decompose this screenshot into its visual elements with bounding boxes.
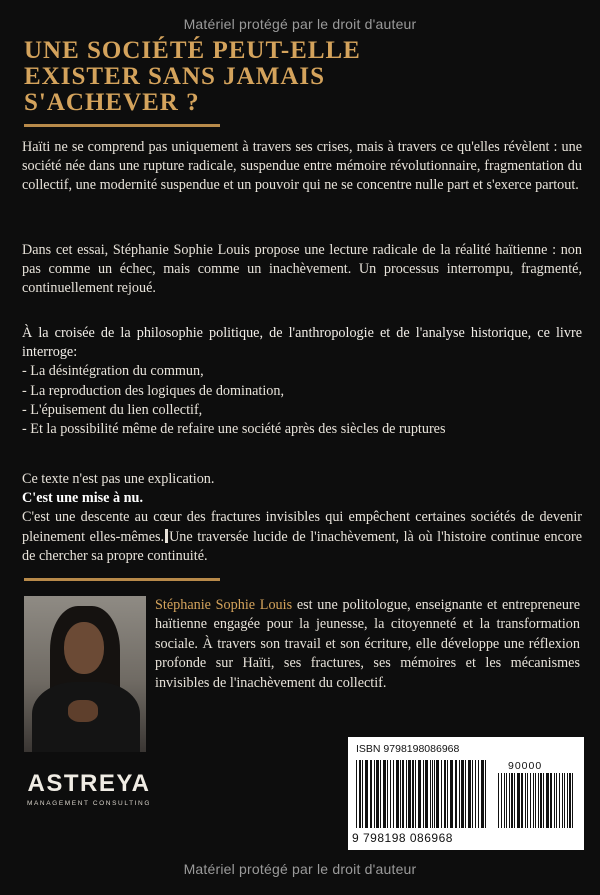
barcode-bar — [527, 773, 528, 828]
barcode-bar — [569, 773, 571, 828]
barcode-digits: 9 798198 086968 — [352, 831, 453, 845]
barcode-bar — [450, 760, 453, 828]
barcode-bar — [365, 760, 368, 828]
barcode-bar — [400, 760, 401, 828]
themes-list — [22, 362, 582, 439]
barcode-bar — [356, 760, 357, 828]
barcode-bar — [517, 773, 520, 828]
list-item: - L'épuisement du lien collectif, — [22, 401, 203, 418]
closing-sentence-b: Une traversée lucide de l'inachèvement, là où l'histoire continue encore de chercher sa propre continuité. — [22, 528, 582, 564]
text-cursor — [165, 529, 168, 543]
barcode-bar — [514, 773, 515, 828]
themes-lead: À la croisée de la philosophie politique, de l'anthropologie et de l'analyse historique, ce livre interroge: — [22, 325, 582, 361]
barcode-bar — [406, 760, 407, 828]
isbn-barcode — [348, 737, 584, 850]
barcode-bar — [412, 760, 414, 828]
barcode-bar — [434, 760, 435, 828]
closing-line-1: Ce texte n'est pas une explication. — [22, 471, 215, 487]
barcode-bar — [387, 760, 388, 828]
barcode-bar — [538, 773, 539, 828]
barcode-bar — [380, 760, 381, 828]
publisher-subtitle: MANAGEMENT CONSULTING — [26, 800, 151, 807]
barcode-bar — [543, 773, 544, 828]
barcode-bar — [567, 773, 568, 828]
barcode-bar — [475, 760, 476, 828]
barcode-addon-bars — [498, 773, 576, 828]
barcode-bar — [408, 760, 411, 828]
themes-paragraph — [22, 324, 582, 439]
copyright-watermark-bottom: Matériel protégé par le droit d'auteur — [183, 861, 417, 877]
barcode-bar — [511, 773, 513, 828]
publisher-logo — [24, 770, 154, 807]
author-photo — [24, 596, 146, 752]
barcode-bar — [540, 773, 542, 828]
barcode-main-bars — [356, 760, 488, 828]
barcode-bar — [430, 760, 431, 828]
barcode-bar — [521, 773, 523, 828]
barcode-bar — [441, 760, 442, 828]
barcode-bar — [376, 760, 379, 828]
barcode-bar — [402, 760, 404, 828]
barcode-bar — [468, 760, 471, 828]
barcode-bar — [572, 773, 573, 828]
barcode-bar — [533, 773, 534, 828]
publisher-brand: ASTREYA — [27, 770, 151, 797]
list-item: - La désintégration du commun, — [22, 363, 204, 380]
barcode-bar — [509, 773, 510, 828]
barcode-bar — [564, 773, 565, 828]
author-name: Stéphanie Sophie Louis — [155, 597, 293, 613]
barcode-bar — [501, 773, 502, 828]
closing-paragraph — [22, 470, 582, 566]
barcode-bar — [432, 760, 433, 828]
barcode-bar — [504, 773, 505, 828]
barcode-bar — [393, 760, 394, 828]
barcode-bar — [498, 773, 499, 828]
barcode-bar — [556, 773, 557, 828]
author-bio-text: est une politologue, enseignante et entrepreneure haïtienne engagée pour la jeunesse, la citoyenneté et la transformation sociale. À travers son travail et son écriture, elle développe une réflexion profonde sur Haïti, ses fractures, ses mémoires et les mécanismes invisibles de l'inachèvement du collectif. — [155, 597, 580, 691]
barcode-bar — [447, 760, 448, 828]
copyright-watermark-top: Matériel protégé par le droit d'auteur — [183, 16, 417, 32]
closing-sentence-a: C'est une descente au cœur des fractures invisibles qui empêchent certaines sociétés de devenir pleinement elles-mêmes. — [22, 509, 582, 545]
barcode-bar — [425, 760, 428, 828]
barcode-bar — [359, 760, 361, 828]
barcode-bar — [554, 773, 555, 828]
barcode-bar — [423, 760, 424, 828]
barcode-bar — [362, 760, 363, 828]
barcode-bar — [455, 760, 457, 828]
gold-divider-top — [24, 124, 220, 127]
author-photo-hand — [68, 700, 98, 722]
barcode-bar — [415, 760, 416, 828]
list-item: - La reproduction des logiques de domination, — [22, 382, 285, 399]
barcode-bar — [383, 760, 386, 828]
barcode-bar — [525, 773, 526, 828]
barcode-bar — [472, 760, 473, 828]
barcode-bar — [436, 760, 439, 828]
barcode-bar — [485, 760, 486, 828]
barcode-bar — [550, 773, 552, 828]
essay-paragraph: Dans cet essai, Stéphanie Sophie Louis propose une lecture radicale de la réalité haïtienne : non pas comme un échec, mais comme un inachèvement. Un processus interrompu, fragmenté, continuellement rejoué. — [22, 242, 582, 297]
back-cover-headline: UNE SOCIÉTÉ PEUT-ELLE EXISTER SANS JAMAIS S'ACHEVER ? — [24, 37, 361, 116]
closing-line-3 — [22, 508, 582, 566]
intro-paragraph: Haïti ne se comprend pas uniquement à travers ses crises, mais à travers ce qu'elles révèlent : une société née dans une rupture radicale, suspendue entre mémoire révolutionnaire, fragmentation du collectif, une modernité suspendue et un pouvoir qui ne se concentre nulle part et s'exerce partout. — [22, 139, 582, 194]
barcode-bar — [478, 760, 479, 828]
author-bio — [155, 596, 580, 693]
barcode-bar — [465, 760, 466, 828]
barcode-bar — [530, 773, 531, 828]
author-photo-face — [64, 622, 104, 674]
barcode-bar — [461, 760, 464, 828]
barcode-bar — [396, 760, 399, 828]
barcode-bar — [546, 773, 549, 828]
closing-line-2: C'est une mise à nu. — [22, 490, 143, 507]
barcode-bar — [535, 773, 536, 828]
barcode-bar — [444, 760, 446, 828]
barcode-bar — [506, 773, 507, 828]
gold-divider-mid — [24, 578, 220, 581]
barcode-bar — [374, 760, 375, 828]
barcode-bar — [370, 760, 372, 828]
barcode-bar — [559, 773, 560, 828]
barcode-bar — [390, 760, 391, 828]
barcode-bar — [562, 773, 563, 828]
isbn-label: ISBN 9798198086968 — [356, 743, 460, 755]
barcode-addon-label: 90000 — [508, 760, 543, 772]
barcode-bar — [418, 760, 421, 828]
barcode-bar — [481, 760, 484, 828]
list-item: - Et la possibilité même de refaire une société après des siècles de ruptures — [22, 421, 446, 438]
barcode-bar — [459, 760, 460, 828]
